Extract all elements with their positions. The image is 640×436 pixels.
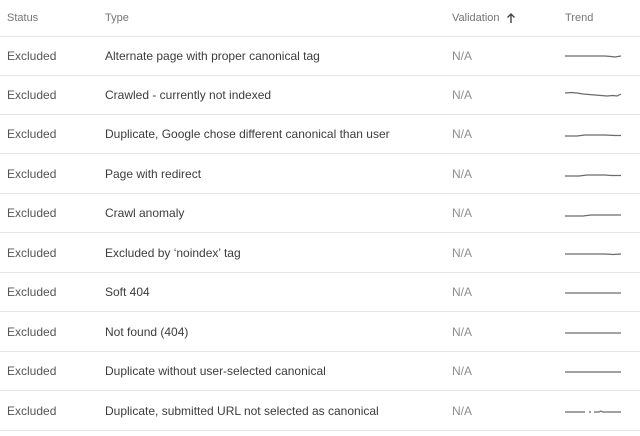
- table-row[interactable]: [0, 115, 640, 154]
- status-cell: Excluded: [7, 325, 57, 339]
- status-cell: Excluded: [7, 206, 57, 220]
- validation-cell: N/A: [452, 127, 473, 141]
- table-row[interactable]: [0, 234, 640, 273]
- validation-cell: N/A: [452, 325, 473, 339]
- validation-cell: N/A: [452, 364, 473, 378]
- type-cell: Alternate page with proper canonical tag: [105, 49, 320, 63]
- trend-cell: [565, 155, 621, 193]
- table-row[interactable]: [0, 352, 640, 391]
- trend-cell: [565, 37, 621, 75]
- status-cell: Excluded: [7, 167, 57, 181]
- trend-line: [565, 215, 621, 216]
- trend-sparkline: [565, 88, 621, 102]
- trend-cell: [565, 115, 621, 153]
- type-cell: Excluded by ‘noindex’ tag: [105, 246, 241, 260]
- trend-cell: [565, 273, 621, 311]
- type-cell: Duplicate without user-selected canonical: [105, 364, 326, 378]
- trend-sparkline: [565, 364, 621, 378]
- column-header-type[interactable]: Type: [105, 12, 129, 24]
- status-cell: Excluded: [7, 246, 57, 260]
- validation-cell: N/A: [452, 206, 473, 220]
- trend-line: [565, 135, 621, 136]
- trend-sparkline: [565, 404, 621, 418]
- type-cell: Duplicate, Google chose different canonical than user: [105, 127, 390, 141]
- validation-cell: N/A: [452, 285, 473, 299]
- column-header-trend[interactable]: Trend: [565, 12, 594, 24]
- type-cell: Page with redirect: [105, 167, 202, 181]
- table-row[interactable]: [0, 155, 640, 194]
- table-row[interactable]: [0, 392, 640, 431]
- status-cell: Excluded: [7, 88, 57, 102]
- arrow-up-icon[interactable]: [506, 12, 516, 24]
- status-cell: Excluded: [7, 285, 57, 299]
- validation-cell: N/A: [452, 88, 473, 102]
- trend-sparkline: [565, 246, 621, 260]
- column-header-validation-label: Validation: [452, 12, 500, 24]
- table-row[interactable]: [0, 76, 640, 115]
- table-row[interactable]: [0, 37, 640, 76]
- trend-line: [565, 254, 621, 255]
- trend-cell: [565, 313, 621, 351]
- trend-line: [565, 56, 621, 57]
- type-cell: Crawled - currently not indexed: [105, 88, 272, 102]
- status-cell: Excluded: [7, 364, 57, 378]
- trend-line: [565, 93, 621, 97]
- trend-line: [565, 411, 621, 412]
- status-cell: Excluded: [7, 49, 57, 63]
- trend-cell: [565, 234, 621, 272]
- type-cell: Duplicate, submitted URL not selected as canonical: [105, 404, 379, 418]
- table-row[interactable]: [0, 313, 640, 352]
- type-cell: Not found (404): [105, 325, 189, 339]
- validation-cell: N/A: [452, 246, 473, 260]
- trend-line: [565, 175, 621, 176]
- table-header-row: [0, 0, 640, 37]
- trend-sparkline: [565, 325, 621, 339]
- table-row[interactable]: [0, 273, 640, 312]
- trend-sparkline: [565, 49, 621, 63]
- validation-cell: N/A: [452, 404, 473, 418]
- column-header-validation[interactable]: [452, 0, 516, 36]
- status-cell: Excluded: [7, 404, 57, 418]
- table-row[interactable]: [0, 194, 640, 233]
- trend-cell: [565, 76, 621, 114]
- trend-cell: [565, 392, 621, 430]
- trend-cell: [565, 352, 621, 390]
- status-cell: Excluded: [7, 127, 57, 141]
- type-cell: Soft 404: [105, 285, 150, 299]
- trend-sparkline: [565, 127, 621, 141]
- validation-cell: N/A: [452, 49, 473, 63]
- trend-sparkline: [565, 285, 621, 299]
- type-cell: Crawl anomaly: [105, 206, 185, 220]
- trend-sparkline: [565, 206, 621, 220]
- trend-sparkline: [565, 167, 621, 181]
- column-header-status[interactable]: Status: [7, 12, 39, 24]
- trend-cell: [565, 194, 621, 232]
- validation-cell: N/A: [452, 167, 473, 181]
